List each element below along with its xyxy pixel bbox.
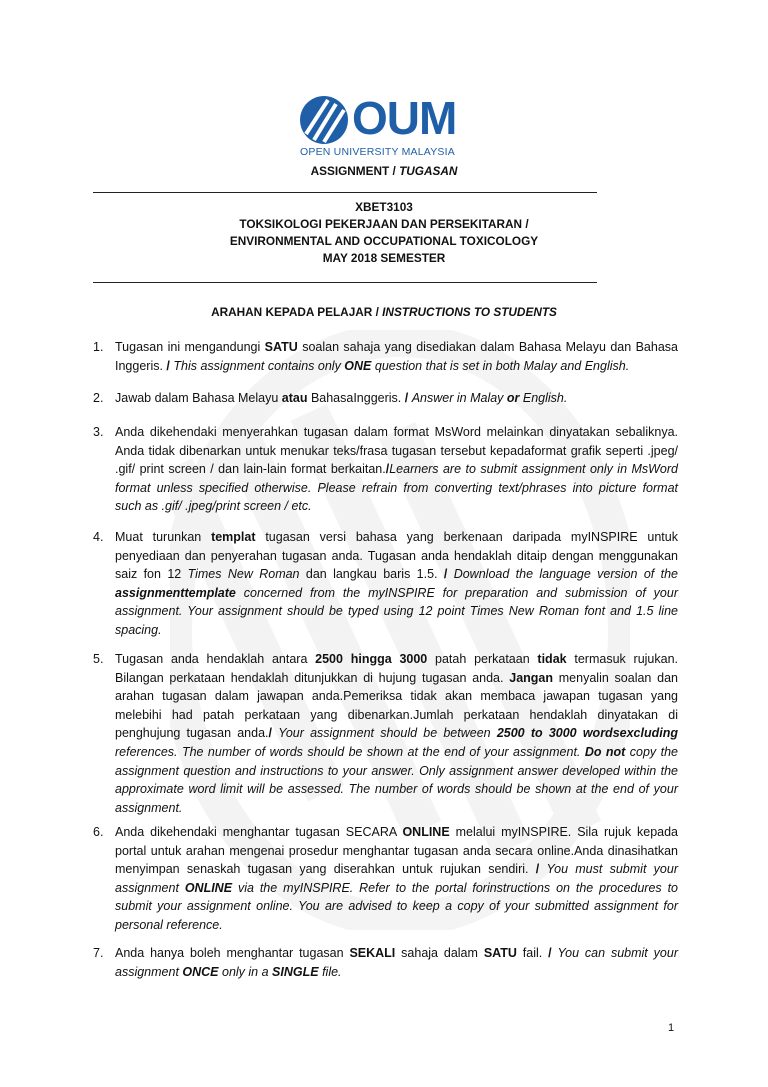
divider-top (93, 192, 597, 193)
oum-logo (298, 94, 470, 162)
logo-brand: OUM (352, 92, 457, 144)
semester: MAY 2018 SEMESTER (322, 251, 446, 265)
instruction-item-2: 2. Jawab dalam Bahasa Melayu atau BahasaInggeris. / Answer in Malay or English. (93, 391, 568, 405)
divider-bottom (93, 282, 597, 283)
page-number: 1 (668, 1022, 675, 1034)
logo-subtitle: OPEN UNIVERSITY MALAYSIA (300, 146, 455, 158)
instruction-item-6: 6. Anda dikehendaki menghantar tugasan SECARA ONLINE melalui myINSPIRE. Sila rujuk kepada portal untuk arahan mengenai prosedur menghantar tugasan anda secara online.Anda dinasihatkan menyimpan senaskah tugasan yang diserahkan untuk rujukan sendiri. / You must submit your assignment ONLINE via the myINSPIRE. Refer to the portal forinstructions on the procedures to submit your assignment online. You are advised to keep a copy of your submitted assignment for personal reference. (93, 825, 679, 932)
instruction-item-4: 4. Muat turunkan templat tugasan versi bahasa yang berkenaan daripada myINSPIRE untuk penyediaan dan penyerahan tugasan anda. Tugasan anda hendaklah ditaip dengan menggunakan saiz fon 12 Times New Roman dan langkau baris 1.5. / Download the language version of the assignmenttemplate concerned from the myINSPIRE for preparation and submission of your assignment. Your assignment should be typed using 12 point Times New Roman font and 1.5 line spacing. (93, 530, 678, 637)
oum-globe-icon (298, 94, 350, 146)
course-code: XBET3103 (355, 200, 413, 214)
course-title-my: TOKSIKOLOGI PEKERJAAN DAN PERSEKITARAN / (239, 217, 529, 231)
course-title-en: ENVIRONMENTAL AND OCCUPATIONAL TOXICOLOGY (229, 234, 539, 248)
instruction-item-7: 7. Anda hanya boleh menghantar tugasan SEKALI sahaja dalam SATU fail. / You can submit your assignment ONCE only in a SINGLE file. (93, 946, 678, 979)
assignment-title: ASSIGNMENT / TUGASAN (310, 164, 458, 178)
instruction-item-5: 5. Tugasan anda hendaklah antara 2500 hingga 3000 patah perkataan tidak termasuk rujukan. Bilangan perkataan hendaklah ditunjukkan di hujung tugasan anda. Jangan menyalin soalan dan arahan tugasan dalam jawapan anda.Pemeriksa tidak akan membaca jawapan tugasan yang melebihi had patah perkataan yang dibenarkan.Jumlah perkataan hendaklah dinyatakan di penghujung tugasan anda./ Your assignment should be between 2500 to 3000 wordsexcluding references. The number of words should be shown at the end of your assignment. Do not copy the assignment question and instructions to your answer. Only assignment answer developed within the approximate word limit will be assessed. The number of words should be shown at the end of your assignment. (93, 652, 679, 815)
instruction-item-1: 1. Tugasan ini mengandungi SATU soalan sahaja yang disediakan dalam Bahasa Melayu dan Bahasa Inggeris. / This assignment contains only ONE question that is set in both Malay and English. (93, 340, 678, 373)
instruction-item-3: 3. Anda dikehendaki menyerahkan tugasan dalam format MsWord melainkan dinyatakan sebaliknya. Anda tidak dibenarkan untuk menukar teks/frasa tugasan tersebut kepadaformat grafik seperti .jpeg/ .gif/ print screen / dan lain-lain format berkaitan./Learners are to submit assignment only in MsWord format unless specified otherwise. Please refrain from converting text/phrases into picture format such as .gif/ .jpeg/print screen / etc. (93, 425, 678, 514)
instructions-heading: ARAHAN KEPADA PELAJAR / INSTRUCTIONS TO STUDENTS (211, 305, 557, 319)
